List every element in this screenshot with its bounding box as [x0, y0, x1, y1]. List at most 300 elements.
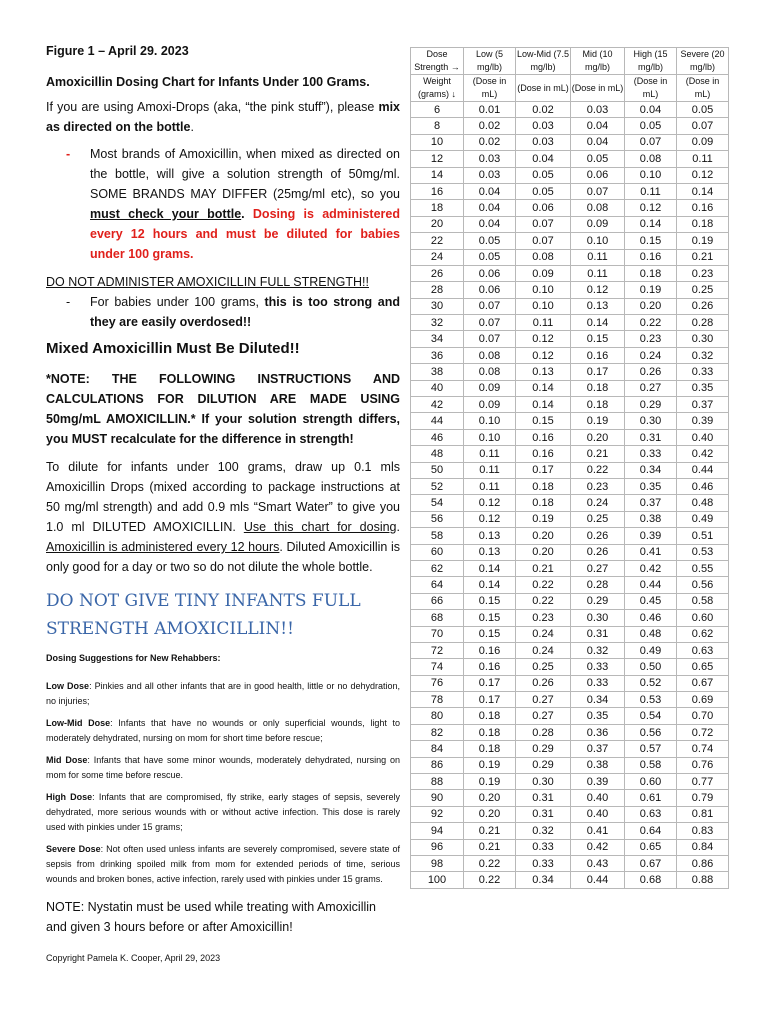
dose-cell: 0.07: [516, 233, 571, 249]
weight-cell: 86: [411, 757, 464, 773]
weight-cell: 20: [411, 216, 464, 232]
table-row: [411, 872, 729, 888]
dose-cell: 0.22: [464, 855, 516, 871]
dose-cell: 0.22: [516, 593, 571, 609]
dose-cell: 0.12: [677, 167, 729, 183]
dose-cell: 0.32: [571, 642, 625, 658]
suggestion-label: Low Dose: [46, 681, 90, 691]
big-warning: DO NOT GIVE TINY INFANTS FULL STRENGTH AMOXICILLIN!!: [46, 591, 361, 639]
dose-cell: 0.17: [516, 462, 571, 478]
weight-cell: 78: [411, 692, 464, 708]
dose-cell: 0.12: [464, 495, 516, 511]
dose-cell: 0.05: [677, 102, 729, 118]
table-row: [411, 102, 729, 118]
dose-cell: 0.74: [677, 741, 729, 757]
dose-cell: 0.09: [571, 216, 625, 232]
dose-cell: 0.54: [625, 708, 677, 724]
weight-cell: 50: [411, 462, 464, 478]
dose-cell: 0.12: [464, 511, 516, 527]
chart-title: Amoxicillin Dosing Chart for Infants Under 100 Grams.: [46, 75, 370, 89]
dose-cell: 0.05: [571, 151, 625, 167]
suggestion-label: High Dose: [46, 792, 93, 802]
table-row: [411, 708, 729, 724]
dose-cell: 0.65: [625, 839, 677, 855]
dose-cell: 0.04: [464, 216, 516, 232]
dose-cell: 0.38: [625, 511, 677, 527]
dose-cell: 0.77: [677, 774, 729, 790]
dose-cell: 0.19: [516, 511, 571, 527]
suggestion-text: : Infants that have some minor wounds, moderately dehydrated, nursing on mom for some time before rescue.: [46, 755, 400, 780]
dose-cell: 0.05: [464, 233, 516, 249]
dose-cell: 0.31: [625, 429, 677, 445]
dose-cell: 0.16: [464, 659, 516, 675]
dose-cell: 0.27: [516, 708, 571, 724]
dose-cell: 0.22: [625, 315, 677, 331]
dose-cell: 0.14: [464, 560, 516, 576]
dose-cell: 0.04: [571, 118, 625, 134]
dose-cell: 0.21: [464, 839, 516, 855]
dose-cell: 0.09: [464, 397, 516, 413]
dose-cell: 0.33: [677, 364, 729, 380]
table-row: [411, 331, 729, 347]
weight-cell: 42: [411, 397, 464, 413]
table-row: [411, 855, 729, 871]
dose-cell: 0.07: [464, 331, 516, 347]
dose-cell: 0.10: [516, 298, 571, 314]
weight-cell: 100: [411, 872, 464, 888]
dose-cell: 0.39: [571, 774, 625, 790]
dose-cell: 0.52: [625, 675, 677, 691]
dose-cell: 0.56: [625, 724, 677, 740]
weight-cell: 14: [411, 167, 464, 183]
dose-cell: 0.34: [516, 872, 571, 888]
weight-cell: 44: [411, 413, 464, 429]
table-row: [411, 675, 729, 691]
dose-cell: 0.06: [464, 282, 516, 298]
dose-cell: 0.76: [677, 757, 729, 773]
dose-cell: 0.42: [677, 446, 729, 462]
dose-cell: 0.16: [516, 429, 571, 445]
header-cell: High (15 mg/lb): [625, 48, 677, 75]
dose-cell: 0.04: [625, 102, 677, 118]
weight-cell: 54: [411, 495, 464, 511]
dose-cell: 0.31: [571, 626, 625, 642]
twelve-hour-instruction: Amoxicillin is administered every 12 hours: [46, 540, 280, 554]
table-row: [411, 495, 729, 511]
dose-cell: 0.40: [677, 429, 729, 445]
dose-cell: 0.33: [516, 839, 571, 855]
instructions-column: [46, 44, 400, 963]
table-row: [411, 839, 729, 855]
table-row: [411, 118, 729, 134]
weight-cell: 26: [411, 265, 464, 281]
table-row: [411, 364, 729, 380]
dose-cell: 0.09: [464, 380, 516, 396]
dose-cell: 0.26: [677, 298, 729, 314]
table-row: [411, 774, 729, 790]
weight-cell: 22: [411, 233, 464, 249]
dose-cell: 0.84: [677, 839, 729, 855]
dose-cell: 0.10: [625, 167, 677, 183]
dose-cell: 0.02: [464, 118, 516, 134]
dose-cell: 0.30: [571, 610, 625, 626]
dose-cell: 0.24: [625, 347, 677, 363]
dose-cell: 0.05: [516, 167, 571, 183]
weight-cell: 74: [411, 659, 464, 675]
dose-cell: 0.21: [516, 560, 571, 576]
table-row: [411, 134, 729, 150]
table-row: [411, 511, 729, 527]
dose-cell: 0.11: [625, 183, 677, 199]
table-row: [411, 397, 729, 413]
dose-cell: 0.13: [464, 544, 516, 560]
dose-cell: 0.19: [677, 233, 729, 249]
dose-cell: 0.15: [464, 626, 516, 642]
dose-cell: 0.29: [571, 593, 625, 609]
dose-cell: 0.58: [677, 593, 729, 609]
dose-cell: 0.20: [571, 429, 625, 445]
table-row: [411, 544, 729, 560]
table-row: [411, 610, 729, 626]
dose-cell: 0.16: [625, 249, 677, 265]
weight-cell: 24: [411, 249, 464, 265]
dose-cell: 0.05: [464, 249, 516, 265]
dose-cell: 0.12: [516, 347, 571, 363]
header-row-strength: [411, 48, 729, 75]
dose-cell: 0.15: [464, 610, 516, 626]
dose-cell: 0.32: [677, 347, 729, 363]
dose-cell: 0.13: [516, 364, 571, 380]
header-cell: (Dose in mL): [625, 75, 677, 102]
header-cell: Severe (20 mg/lb): [677, 48, 729, 75]
intro-period: .: [190, 120, 194, 134]
bullet2-text: For babies under 100 grams,: [90, 295, 265, 309]
dose-cell: 0.44: [625, 577, 677, 593]
weight-cell: 84: [411, 741, 464, 757]
bullet2-bold: this is too strong and they are easily overdosed!!: [90, 295, 400, 329]
dose-cell: 0.03: [571, 102, 625, 118]
dosing-interval-warning: Dosing is administered every 12 hours and must be diluted for babies under 100 grams.: [90, 207, 400, 261]
table-row: [411, 315, 729, 331]
use-chart-instruction: Use this chart for dosing: [243, 520, 397, 534]
weight-cell: 40: [411, 380, 464, 396]
dose-cell: 0.40: [571, 790, 625, 806]
weight-cell: 30: [411, 298, 464, 314]
table-row: [411, 659, 729, 675]
dose-cell: 0.23: [571, 478, 625, 494]
must-check-bottle: must check your bottle: [90, 207, 242, 221]
header-cell: Low-Mid (7.5 mg/lb): [516, 48, 571, 75]
header-cell: (Dose in mL): [571, 75, 625, 102]
dose-cell: 0.23: [516, 610, 571, 626]
dose-cell: 0.35: [625, 478, 677, 494]
header-cell: (Dose in mL): [464, 75, 516, 102]
dose-cell: 0.29: [625, 397, 677, 413]
dose-cell: 0.27: [516, 692, 571, 708]
figure-label: Figure 1 – April 29. 2023: [46, 44, 189, 58]
suggestion-text: : Pinkies and all other infants that are in good health, little or no dehydration, no injuries;: [46, 681, 400, 706]
dose-cell: 0.67: [625, 855, 677, 871]
intro-text: If you are using Amoxi-Drops (aka, “the pink stuff”), please: [46, 100, 379, 114]
dose-cell: 0.18: [571, 397, 625, 413]
dose-cell: 0.03: [516, 118, 571, 134]
dose-cell: 0.07: [464, 298, 516, 314]
bullet1-period: .: [241, 207, 253, 221]
dose-cell: 0.35: [677, 380, 729, 396]
dose-cell: 0.05: [625, 118, 677, 134]
dose-cell: 0.53: [625, 692, 677, 708]
dose-cell: 0.04: [516, 151, 571, 167]
dose-cell: 0.17: [464, 675, 516, 691]
dose-cell: 0.79: [677, 790, 729, 806]
suggestion-label: Mid Dose: [46, 755, 88, 765]
dose-cell: 0.46: [625, 610, 677, 626]
dose-cell: 0.20: [464, 806, 516, 822]
table-row: [411, 741, 729, 757]
dilution-paragraph: [46, 457, 400, 577]
dose-cell: 0.20: [516, 544, 571, 560]
dose-cell: 0.37: [571, 741, 625, 757]
dose-cell: 0.02: [516, 102, 571, 118]
dose-cell: 0.44: [677, 462, 729, 478]
weight-cell: 92: [411, 806, 464, 822]
dose-cell: 0.17: [464, 692, 516, 708]
dose-cell: 0.12: [625, 200, 677, 216]
dose-cell: 0.27: [625, 380, 677, 396]
dose-cell: 0.69: [677, 692, 729, 708]
full-strength-warning: DO NOT ADMINISTER AMOXICILLIN FULL STRENGTH!!: [46, 275, 369, 289]
header-cell: (Dose in mL): [677, 75, 729, 102]
weight-cell: 62: [411, 560, 464, 576]
dose-cell: 0.63: [677, 642, 729, 658]
dose-cell: 0.34: [571, 692, 625, 708]
dose-cell: 0.21: [571, 446, 625, 462]
table-row: [411, 167, 729, 183]
header-row-units: [411, 75, 729, 102]
dose-cell: 0.33: [625, 446, 677, 462]
dose-cell: 0.23: [625, 331, 677, 347]
table-row: [411, 528, 729, 544]
dose-cell: 0.20: [625, 298, 677, 314]
weight-cell: 90: [411, 790, 464, 806]
weight-cell: 70: [411, 626, 464, 642]
table-row: [411, 413, 729, 429]
table-row: [411, 806, 729, 822]
table-row: [411, 626, 729, 642]
dose-cell: 0.39: [677, 413, 729, 429]
dose-cell: 0.11: [571, 265, 625, 281]
suggestion-high: [46, 790, 400, 835]
dose-cell: 0.30: [625, 413, 677, 429]
bullet-solution-strength: [46, 144, 400, 264]
weight-cell: 12: [411, 151, 464, 167]
dose-cell: 0.56: [677, 577, 729, 593]
weight-cell: 68: [411, 610, 464, 626]
weight-cell: 34: [411, 331, 464, 347]
dose-cell: 0.67: [677, 675, 729, 691]
weight-cell: 32: [411, 315, 464, 331]
header-cell: Weight (grams) ↓: [411, 75, 464, 102]
dose-cell: 0.03: [464, 151, 516, 167]
dose-cell: 0.25: [677, 282, 729, 298]
table-row: [411, 577, 729, 593]
dose-cell: 0.37: [677, 397, 729, 413]
weight-cell: 8: [411, 118, 464, 134]
table-row: [411, 560, 729, 576]
dose-cell: 0.86: [677, 855, 729, 871]
dose-cell: 0.61: [625, 790, 677, 806]
table-row: [411, 200, 729, 216]
dose-cell: 0.48: [625, 626, 677, 642]
dose-cell: 0.11: [464, 446, 516, 462]
dose-cell: 0.14: [571, 315, 625, 331]
dose-cell: 0.64: [625, 823, 677, 839]
table-row: [411, 282, 729, 298]
dose-cell: 0.24: [516, 642, 571, 658]
dose-cell: 0.16: [677, 200, 729, 216]
dose-cell: 0.43: [571, 855, 625, 871]
dose-cell: 0.30: [677, 331, 729, 347]
dose-cell: 0.23: [677, 265, 729, 281]
dose-cell: 0.49: [677, 511, 729, 527]
dilution-text: To dilute for infants under 100 grams, draw up 0.1 mls Amoxicillin Drops (mixed according to package instructions at 50 mg/ml strength) and add 0.9 mls “Smart Water” to give you 1.0 ml DILUTED AMOXICILLIN.: [46, 460, 400, 534]
dose-cell: 0.04: [464, 200, 516, 216]
dose-cell: 0.07: [464, 315, 516, 331]
dose-cell: 0.11: [464, 478, 516, 494]
dose-cell: 0.41: [625, 544, 677, 560]
dose-cell: 0.22: [464, 872, 516, 888]
dose-cell: 0.08: [464, 364, 516, 380]
dose-cell: 0.10: [464, 413, 516, 429]
dose-cell: 0.14: [516, 397, 571, 413]
dose-cell: 0.28: [677, 315, 729, 331]
dose-cell: 0.55: [677, 560, 729, 576]
dose-cell: 0.50: [625, 659, 677, 675]
bullet-dash: -: [66, 147, 71, 161]
dose-cell: 0.07: [677, 118, 729, 134]
dose-cell: 0.19: [625, 282, 677, 298]
dose-cell: 0.15: [625, 233, 677, 249]
dose-cell: 0.49: [625, 642, 677, 658]
table-row: [411, 757, 729, 773]
dose-cell: 0.14: [464, 577, 516, 593]
table-row: [411, 823, 729, 839]
dose-cell: 0.21: [464, 823, 516, 839]
dose-cell: 0.11: [571, 249, 625, 265]
header-cell: Low (5 mg/lb): [464, 48, 516, 75]
dose-cell: 0.62: [677, 626, 729, 642]
dose-cell: 0.26: [571, 528, 625, 544]
dose-cell: 0.19: [464, 757, 516, 773]
dose-cell: 0.11: [677, 151, 729, 167]
dose-cell: 0.14: [677, 183, 729, 199]
dose-cell: 0.01: [464, 102, 516, 118]
dose-cell: 0.08: [464, 347, 516, 363]
dose-cell: 0.29: [516, 757, 571, 773]
dose-cell: 0.21: [677, 249, 729, 265]
suggestion-low-mid: [46, 716, 400, 746]
dose-cell: 0.18: [464, 741, 516, 757]
dose-cell: 0.26: [516, 675, 571, 691]
weight-cell: 96: [411, 839, 464, 855]
weight-cell: 16: [411, 183, 464, 199]
table-row: [411, 462, 729, 478]
dose-cell: 0.07: [516, 216, 571, 232]
weight-cell: 48: [411, 446, 464, 462]
header-cell: Mid (10 mg/lb): [571, 48, 625, 75]
dose-cell: 0.07: [625, 134, 677, 150]
dose-cell: 0.14: [516, 380, 571, 396]
intro-bold: mix as directed on the bottle: [46, 100, 400, 134]
header-cell: Dose Strength →: [411, 48, 464, 75]
dose-cell: 0.36: [571, 724, 625, 740]
dose-cell: 0.48: [677, 495, 729, 511]
dose-cell: 0.26: [625, 364, 677, 380]
dose-cell: 0.44: [571, 872, 625, 888]
dose-cell: 0.18: [516, 495, 571, 511]
table-row: [411, 233, 729, 249]
suggestion-text: : Infants that are compromised, fly strike, early stages of sepsis, severely dehydrated, more serious wounds with or without active infection. This dose is rarely used with pinkies under 15 grams;: [46, 792, 400, 832]
dose-cell: 0.20: [516, 528, 571, 544]
dose-cell: 0.18: [464, 724, 516, 740]
suggestion-label: Low-Mid Dose: [46, 718, 111, 728]
dose-cell: 0.04: [464, 183, 516, 199]
weight-cell: 72: [411, 642, 464, 658]
dose-cell: 0.10: [464, 429, 516, 445]
diluted-heading: Mixed Amoxicillin Must Be Diluted!!: [46, 340, 300, 357]
dose-cell: 0.27: [571, 560, 625, 576]
suggestion-text: : Infants that have no wounds or only superficial wounds, light to moderately dehydrated, nursing on mom for short time before rescue;: [46, 718, 400, 743]
dilution-tail: . Diluted Amoxicillin is only good for a day or two so do not dilute the whole bottle.: [46, 540, 401, 574]
table-row: [411, 790, 729, 806]
dose-cell: 0.42: [625, 560, 677, 576]
dose-cell: 0.28: [571, 577, 625, 593]
dose-cell: 0.08: [625, 151, 677, 167]
dose-cell: 0.17: [571, 364, 625, 380]
dose-cell: 0.15: [464, 593, 516, 609]
weight-cell: 6: [411, 102, 464, 118]
dose-cell: 0.04: [571, 134, 625, 150]
dose-cell: 0.30: [516, 774, 571, 790]
weight-cell: 18: [411, 200, 464, 216]
dose-cell: 0.26: [571, 544, 625, 560]
dose-cell: 0.33: [571, 675, 625, 691]
table-row: [411, 216, 729, 232]
weight-cell: 76: [411, 675, 464, 691]
dose-cell: 0.13: [571, 298, 625, 314]
dose-cell: 0.20: [464, 790, 516, 806]
dose-cell: 0.05: [516, 183, 571, 199]
table-row: [411, 298, 729, 314]
table-row: [411, 429, 729, 445]
dose-cell: 0.25: [516, 659, 571, 675]
dose-cell: 0.63: [625, 806, 677, 822]
dose-cell: 0.18: [516, 478, 571, 494]
weight-cell: 46: [411, 429, 464, 445]
weight-cell: 98: [411, 855, 464, 871]
dose-cell: 0.03: [464, 167, 516, 183]
dose-cell: 0.25: [571, 511, 625, 527]
table-row: [411, 692, 729, 708]
suggestion-severe: [46, 842, 400, 887]
dose-cell: 0.83: [677, 823, 729, 839]
dose-cell: 0.68: [625, 872, 677, 888]
bullet1-text: Most brands of Amoxicillin, when mixed as directed on the bottle, will give a solution strength of 50mg/ml. SOME BRANDS MAY DIFFER (25mg/ml etc), so you: [90, 147, 400, 201]
dose-cell: 0.18: [677, 216, 729, 232]
weight-cell: 64: [411, 577, 464, 593]
dose-cell: 0.46: [677, 478, 729, 494]
dose-cell: 0.18: [571, 380, 625, 396]
